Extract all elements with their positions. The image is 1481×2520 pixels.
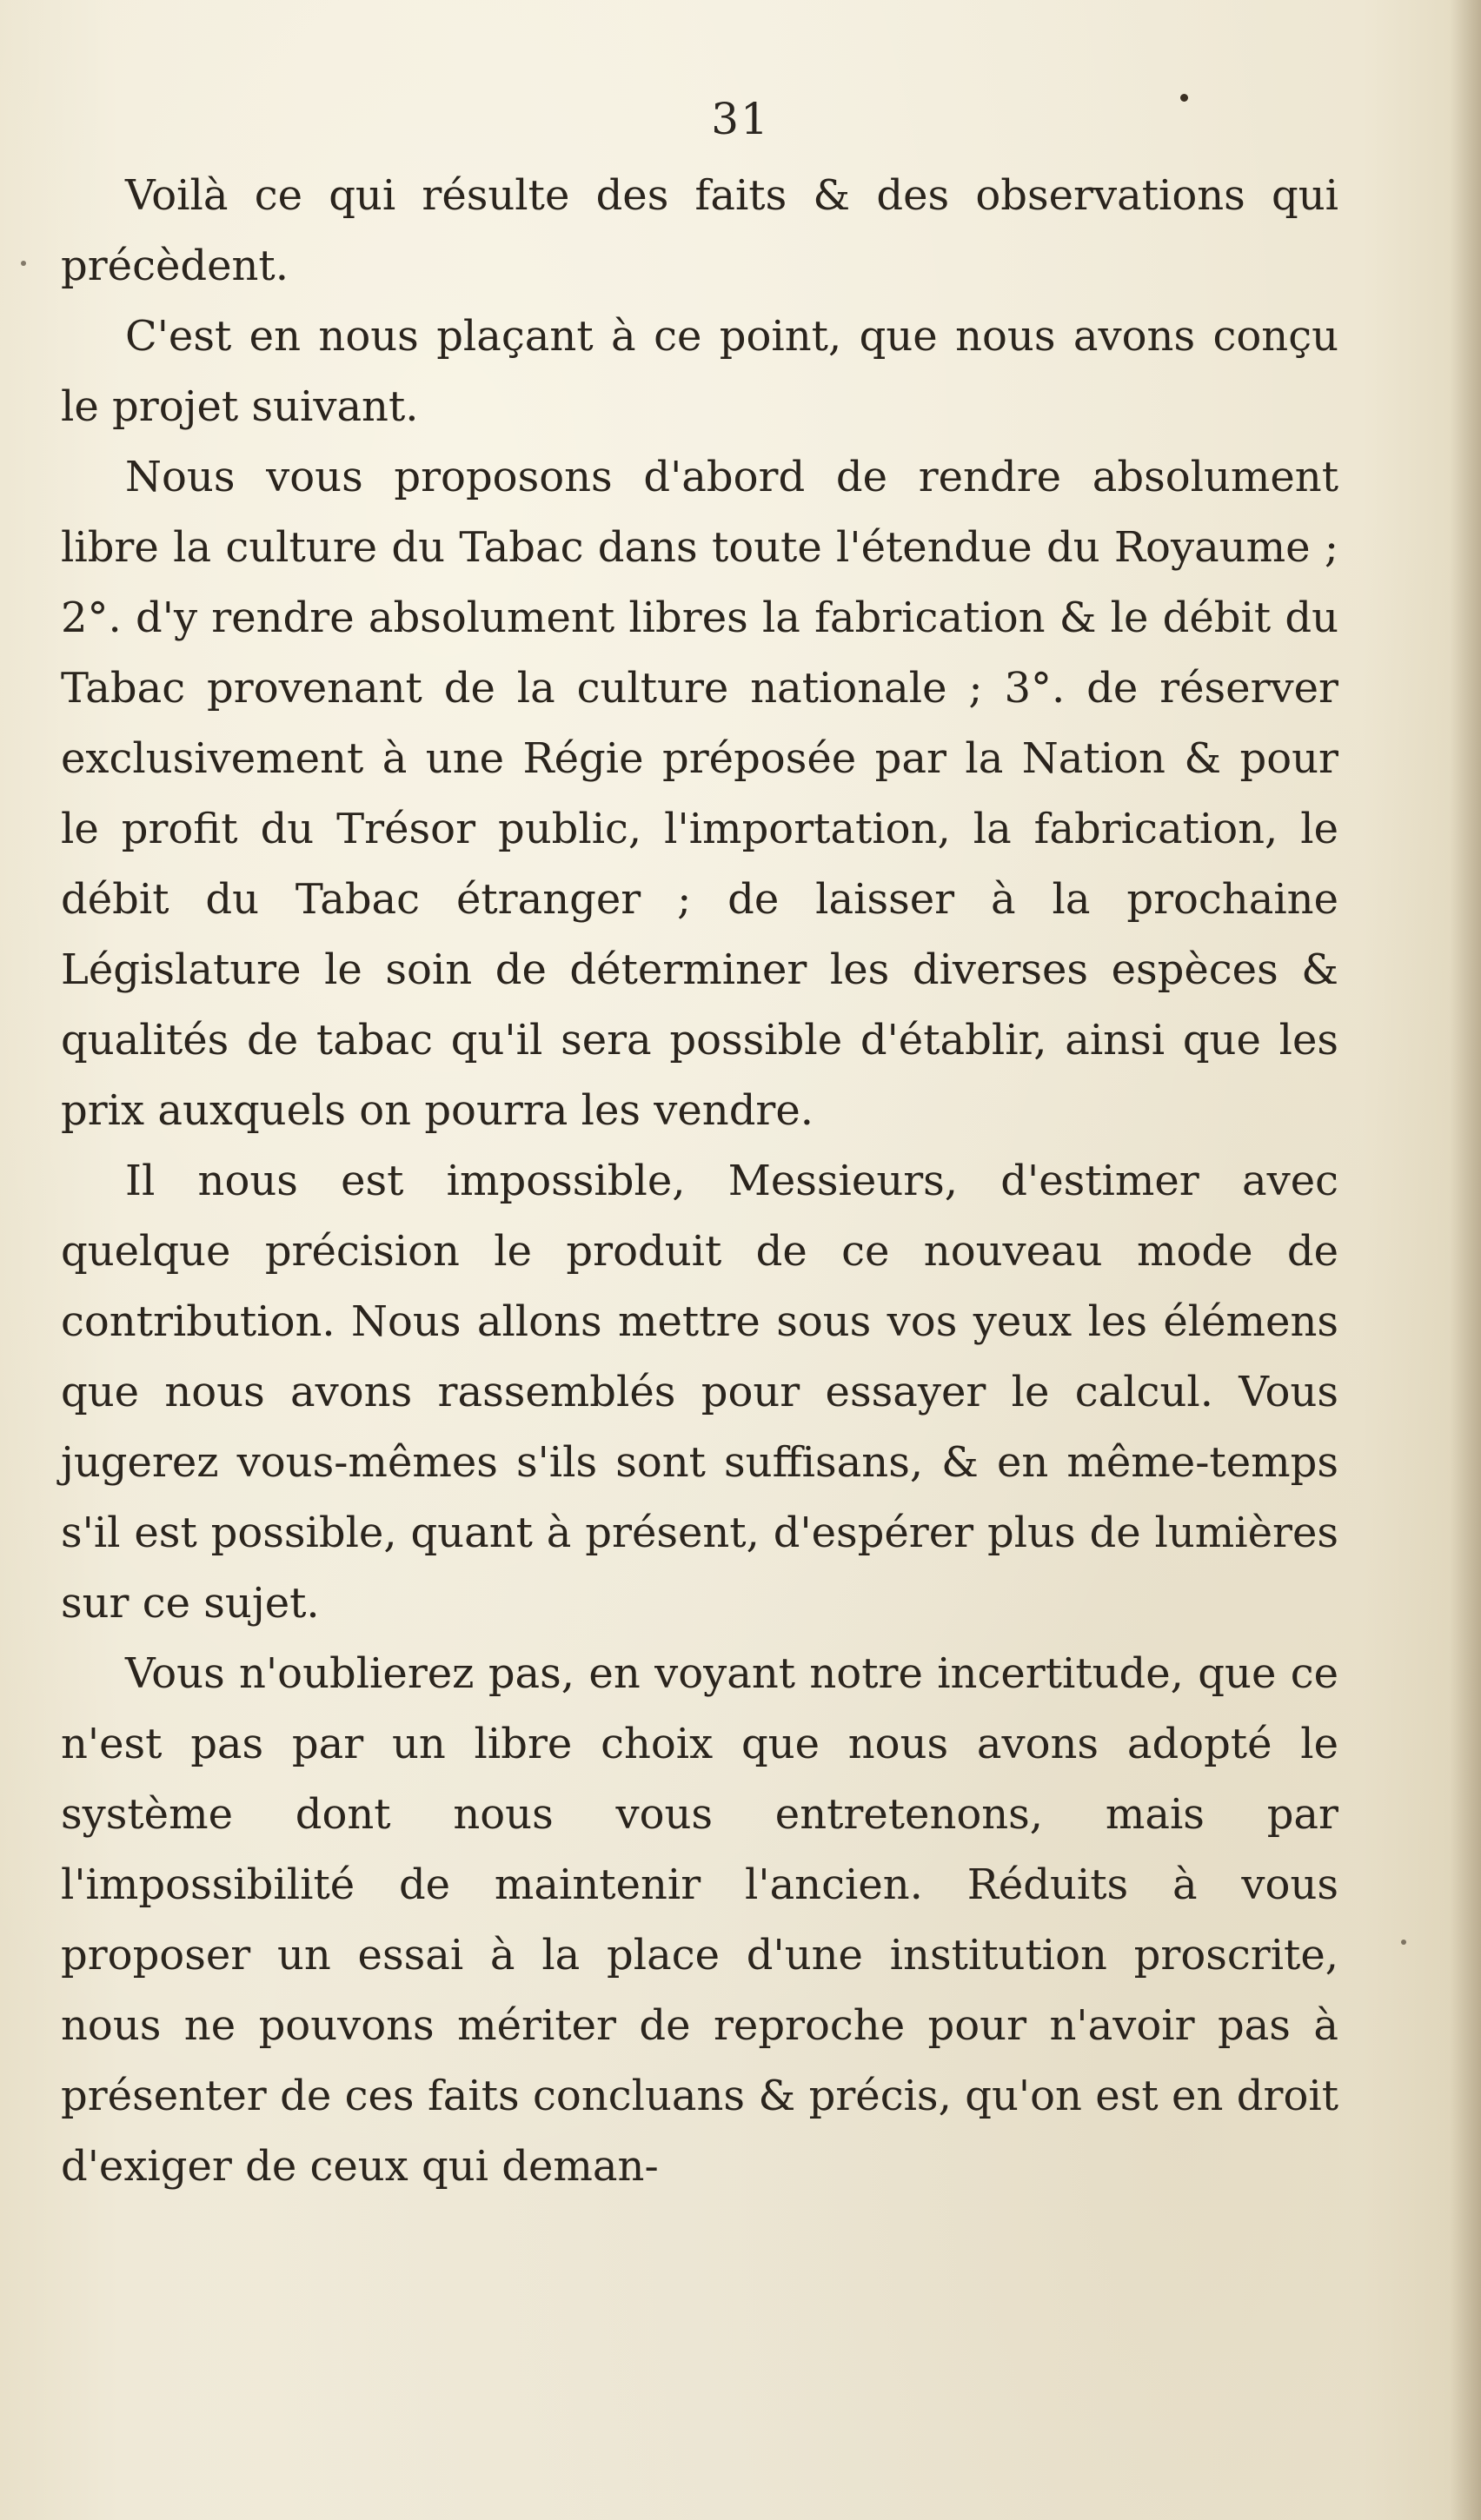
paragraph-5: Vous n'oublierez pas, en voyant notre incertitude, que ce n'est pas par un libre choix que nous avons adopté le système dont nous vous entretenons, mais par l'impossibilité de maintenir l'ancien. Réduits à vous proposer un essai à la place d'une institution proscrite, nous ne pouvons mériter de reproche pour n'avoir pas à présenter de ces faits concluans & précis, qu'on est en droit d'exiger de ceux qui deman-	[61, 1649, 1338, 2191]
ink-speck	[1401, 1940, 1406, 1945]
body-text	[61, 161, 1338, 2202]
paragraph-2: C'est en nous plaçant à ce point, que nous avons conçu le projet suivant.	[61, 312, 1338, 431]
paragraph-1: Voilà ce qui résulte des faits & des observations qui précèdent.	[61, 171, 1338, 290]
page-gutter-shadow	[1450, 0, 1481, 2520]
ink-speck	[21, 261, 26, 266]
page-number: 31	[711, 94, 770, 144]
paragraph-3: Nous vous proposons d'abord de rendre absolument libre la culture du Tabac dans toute l'étendue du Royaume ; 2°. d'y rendre absolument libres la fabrication & le débit du Tabac provenant de la culture nationale ; 3°. de réserver exclusivement à une Régie préposée par la Nation & pour le profit du Trésor public, l'importation, la fabrication, le débit du Tabac étranger ; de laisser à la prochaine Législature le soin de déterminer les diverses espèces & qualités de tabac qu'il sera possible d'établir, ainsi que les prix auxquels on pourra les vendre.	[61, 453, 1338, 1135]
paragraph-4: Il nous est impossible, Messieurs, d'estimer avec quelque précision le produit de ce nouveau mode de contribution. Nous allons mettre sous vos yeux les élémens que nous avons rassemblés pour essayer le calcul. Vous jugerez vous-mêmes s'ils sont suffisans, & en même-temps s'il est possible, quant à présent, d'espérer plus de lumières sur ce sujet.	[61, 1157, 1338, 1628]
